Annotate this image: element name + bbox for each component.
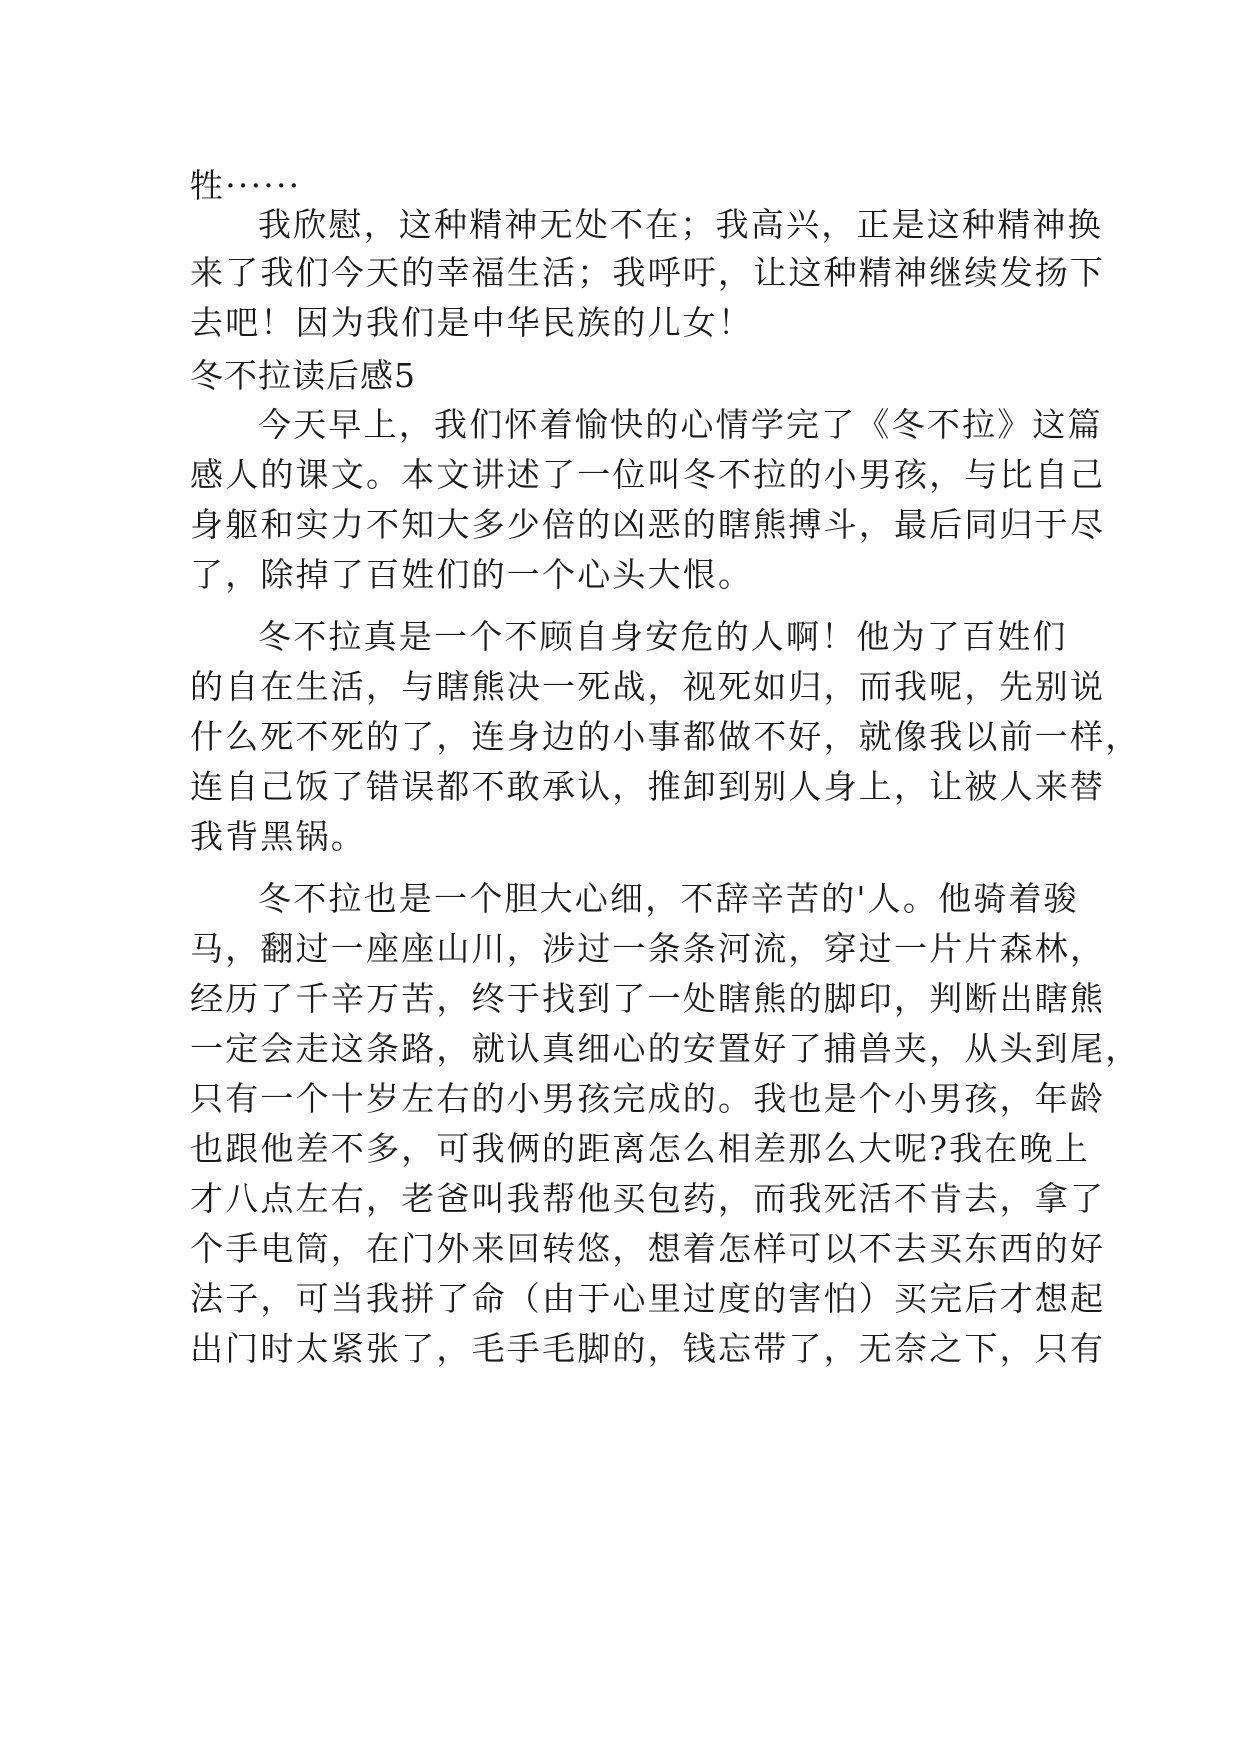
- text-line: 只有一个十岁左右的小男孩完成的。我也是个小男孩，年龄: [190, 1079, 1106, 1118]
- text-line: 的自在生活，与瞎熊决一死战，视死如归，而我呢，先别说: [190, 667, 1106, 706]
- text-line: 一定会走这条路，就认真细心的安置好了捕兽夹，从头到尾，: [190, 1029, 1141, 1068]
- text-line: 连自己饭了错误都不敢承认，推卸到别人身上，让被人来替: [190, 767, 1106, 806]
- text-line: 来了我们今天的幸福生活；我呼吁，让这种精神继续发扬下: [190, 253, 1106, 292]
- paragraph-start: 冬不拉真是一个不顾自身安危的人啊！他为了百姓们: [258, 617, 1068, 656]
- text-line: 才八点左右，老爸叫我帮他买包药，而我死活不肯去，拿了: [190, 1179, 1106, 1218]
- text-line: 法子，可当我拼了命（由于心里过度的害怕）买完后才想起: [190, 1279, 1106, 1318]
- text-line: 我背黑锅。: [190, 817, 366, 856]
- section-heading: 冬不拉读后感5: [190, 356, 416, 395]
- paragraph-start: 冬不拉也是一个胆大心细，不辞辛苦的'人。他骑着骏: [258, 879, 1079, 918]
- text-line: 去吧！因为我们是中华民族的儿女！: [190, 303, 754, 342]
- text-line: 个手电筒，在门外来回转悠，想着怎样可以不去买东西的好: [190, 1229, 1106, 1268]
- text-line: 出门时太紧张了，毛手毛脚的，钱忘带了，无奈之下，只有: [190, 1329, 1106, 1368]
- text-line: 经历了千辛万苦，终于找到了一处瞎熊的脚印，判断出瞎熊: [190, 979, 1106, 1018]
- paragraph-start: 我欣慰，这种精神无处不在；我高兴，正是这种精神换: [258, 205, 1103, 244]
- paragraph-start: 今天早上，我们怀着愉快的心情学完了《冬不拉》这篇: [258, 405, 1103, 444]
- text-line: 马，翻过一座座山川，涉过一条条河流，穿过一片片森林，: [190, 929, 1106, 968]
- text-line: 牲······: [190, 166, 302, 205]
- text-line: 也跟他差不多，可我俩的距离怎么相差那么大呢?我在晚上: [190, 1129, 1090, 1168]
- text-line: 身躯和实力不知大多少倍的凶恶的瞎熊搏斗，最后同归于尽: [190, 505, 1106, 544]
- text-line: 什么死不死的了，连身边的小事都做不好，就像我以前一样，: [190, 717, 1141, 756]
- text-line: 感人的课文。本文讲述了一位叫冬不拉的小男孩，与比自己: [190, 455, 1106, 494]
- text-line: 了，除掉了百姓们的一个心头大恨。: [190, 555, 754, 594]
